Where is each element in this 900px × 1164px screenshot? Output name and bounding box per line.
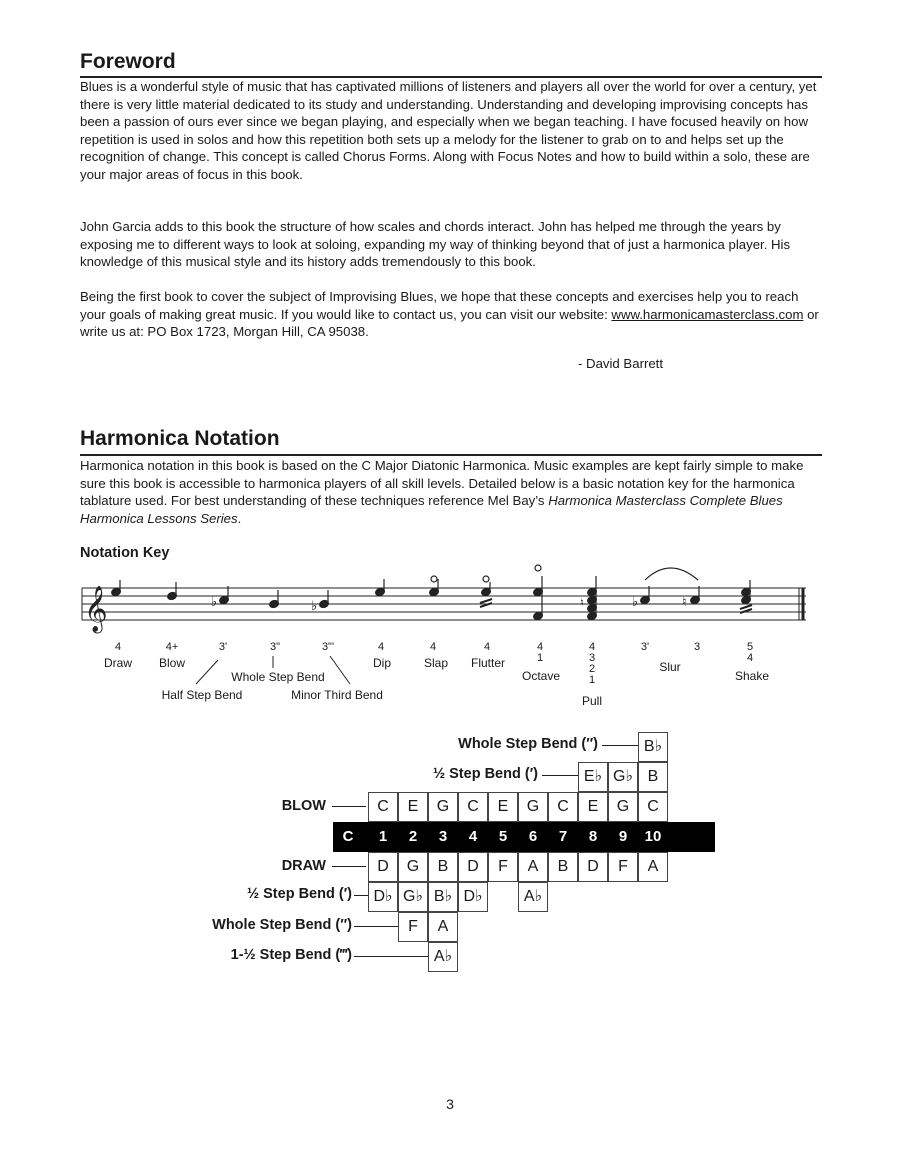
label-minor-third-bend: Minor Third Bend bbox=[291, 688, 383, 702]
paragraph-text: Being the first book to cover the subject of Improvising Blues, we hope that these concepts and exercises help you to reach your goals of making great music. If you would like to contact us, you can visit our website: bbox=[80, 289, 799, 322]
label-slur: Slur bbox=[659, 660, 681, 674]
label-flutter: Flutter bbox=[470, 656, 506, 670]
page-number: 3 bbox=[446, 1096, 454, 1112]
tab-number: 3' bbox=[218, 641, 228, 653]
notation-heading: Harmonica Notation bbox=[80, 427, 280, 450]
foreword-paragraph-3 bbox=[80, 288, 825, 341]
svg-text:♮: ♮ bbox=[682, 595, 687, 610]
hole-number: 10 bbox=[644, 828, 662, 845]
foreword-heading: Foreword bbox=[80, 50, 176, 73]
notes bbox=[111, 565, 752, 621]
tab-number: 3' bbox=[640, 641, 650, 653]
draw-half-bend-cell: D♭ bbox=[368, 882, 398, 912]
leader-line bbox=[354, 926, 398, 927]
draw-note-cell: B bbox=[428, 852, 458, 882]
hole-number: 3 bbox=[438, 828, 448, 845]
label-slap: Slap bbox=[423, 656, 449, 670]
draw-half-bend-cell: G♭ bbox=[398, 882, 428, 912]
blow-whole-bend-cell: B♭ bbox=[638, 732, 668, 762]
draw-whole-bend-cell: F bbox=[398, 912, 428, 942]
tab-number: 3"' bbox=[321, 641, 335, 653]
blow-half-bend-cell: B bbox=[638, 762, 668, 792]
hole-number: 5 bbox=[498, 828, 508, 845]
notation-intro bbox=[80, 457, 825, 527]
hole-number: 8 bbox=[588, 828, 598, 845]
label-draw: Draw bbox=[103, 656, 133, 670]
hole-number: 4 bbox=[468, 828, 478, 845]
label-pull: Pull bbox=[581, 694, 603, 708]
foreword-paragraph-1: Blues is a wonderful style of music that has captivated millions of listeners and players all over the world for over a century, yet there is very little material dedicated to its study and understanding. Understanding and developing improvising concepts has been a passion of ours ever since we began playing, and especially when we began teaching. I have focused heavily on how repetition is used in solos and how this repetition both sets up a melody for the listener to grab on to and helps set up the recognition of change. This concept is called Chorus Forms. Along with Focus Notes and how to build within a solo, these are your major areas of focus in this book. bbox=[80, 79, 817, 182]
label-draw-half-step-bend: ½ Step Bend (′) bbox=[247, 886, 352, 902]
blow-note-cell: C bbox=[548, 792, 578, 822]
label-half-step-bend: Half Step Bend bbox=[161, 688, 243, 702]
leader-line bbox=[354, 956, 428, 957]
label-whole-step-bend: Whole Step Bend bbox=[231, 670, 325, 684]
tab-number: 3 bbox=[693, 641, 701, 653]
blow-half-bend-cell: G♭ bbox=[608, 762, 638, 792]
draw-note-cell: A bbox=[518, 852, 548, 882]
label-octave: Octave bbox=[521, 669, 561, 683]
hole-number: 2 bbox=[408, 828, 418, 845]
hole-number: 9 bbox=[618, 828, 628, 845]
website-link[interactable]: www.harmonicamasterclass.com bbox=[611, 306, 804, 322]
svg-text:♭: ♭ bbox=[211, 595, 218, 610]
blow-note-cell: C bbox=[368, 792, 398, 822]
label-blow-half-step-bend: ½ Step Bend (′) bbox=[433, 766, 538, 782]
treble-clef-icon: 𝄞 bbox=[84, 586, 108, 632]
leader-line bbox=[354, 895, 368, 896]
notation-rule bbox=[80, 454, 822, 456]
tab-number: 3" bbox=[269, 641, 281, 653]
blow-half-bend-cell: E♭ bbox=[578, 762, 608, 792]
draw-note-cell: A bbox=[638, 852, 668, 882]
label-blow: BLOW bbox=[281, 798, 326, 814]
hole-number: 6 bbox=[528, 828, 538, 845]
signature: - David Barrett bbox=[578, 356, 664, 371]
key-label: C bbox=[342, 828, 354, 845]
tab-number: 4 bbox=[377, 641, 385, 653]
draw-note-cell: D bbox=[368, 852, 398, 882]
svg-text:♮: ♮ bbox=[580, 596, 584, 609]
svg-text:♭: ♭ bbox=[311, 599, 318, 614]
draw-note-cell: F bbox=[488, 852, 518, 882]
tab-number: 4 1 bbox=[536, 641, 544, 664]
leader-line bbox=[332, 866, 366, 867]
draw-one-and-half-bend-cell: A♭ bbox=[428, 942, 458, 972]
label-dip: Dip bbox=[372, 656, 392, 670]
hole-number: 7 bbox=[558, 828, 568, 845]
label-blow: Blow bbox=[158, 656, 186, 670]
tab-number: 4+ bbox=[165, 641, 179, 653]
draw-whole-bend-cell: A bbox=[428, 912, 458, 942]
hole-number: 1 bbox=[378, 828, 388, 845]
label-draw-whole-step-bend: Whole Step Bend (″) bbox=[212, 917, 352, 933]
tab-number: 4 bbox=[429, 641, 437, 653]
tab-number: 5 4 bbox=[746, 641, 754, 664]
leader-line bbox=[542, 775, 582, 776]
paragraph-text: . bbox=[237, 510, 242, 526]
label-shake: Shake bbox=[734, 669, 770, 683]
tab-number: 4 3 2 1 bbox=[588, 641, 596, 686]
label-draw: DRAW bbox=[281, 858, 326, 874]
draw-half-bend-cell: D♭ bbox=[458, 882, 488, 912]
tab-number: 4 bbox=[114, 641, 122, 653]
svg-text:♭: ♭ bbox=[632, 595, 639, 610]
draw-note-cell: F bbox=[608, 852, 638, 882]
draw-half-bend-cell: B♭ bbox=[428, 882, 458, 912]
blow-note-cell: C bbox=[458, 792, 488, 822]
label-draw-one-and-half-step-bend: 1-½ Step Bend (‴) bbox=[230, 947, 352, 963]
draw-note-cell: G bbox=[398, 852, 428, 882]
blow-note-cell: G bbox=[518, 792, 548, 822]
leader-line bbox=[602, 745, 642, 746]
blow-note-cell: G bbox=[608, 792, 638, 822]
blow-note-cell: E bbox=[398, 792, 428, 822]
notation-key-title: Notation Key bbox=[80, 545, 170, 561]
leader-line bbox=[332, 806, 366, 807]
tab-number: 4 bbox=[483, 641, 491, 653]
draw-half-bend-cell: A♭ bbox=[518, 882, 548, 912]
blow-note-cell: E bbox=[488, 792, 518, 822]
label-blow-whole-step-bend: Whole Step Bend (″) bbox=[458, 736, 598, 752]
foreword-paragraph-2: John Garcia adds to this book the structure of how scales and chords interact. John has helped me through the years by exposing me to different ways to look at soloing, expanding my way of thinking beyond that of just a harmonica player. His knowledge of this musical style and its history adds tremendously to this book. bbox=[80, 219, 791, 269]
draw-note-cell: D bbox=[578, 852, 608, 882]
blow-note-cell: C bbox=[638, 792, 668, 822]
paragraph-text: or write us at: PO Box 1723, Morgan Hill, CA 95038. bbox=[80, 306, 819, 339]
draw-note-cell: D bbox=[458, 852, 488, 882]
blow-note-cell: E bbox=[578, 792, 608, 822]
staff-lines bbox=[82, 588, 806, 620]
blow-note-cell: G bbox=[428, 792, 458, 822]
paragraph-text: Harmonica notation in this book is based on the C Major Diatonic Harmonica. Music examples are kept fairly simple to make sure this book is accessible to harmonica players of all skill levels. Detailed below is a basic notation key for the harmonica tablature used. For best understanding of these techniques reference Mel Bay’s bbox=[80, 458, 804, 508]
book-series-title: Harmonica Masterclass Complete Blues Harmonica Lessons Series bbox=[80, 493, 783, 526]
draw-note-cell: B bbox=[548, 852, 578, 882]
